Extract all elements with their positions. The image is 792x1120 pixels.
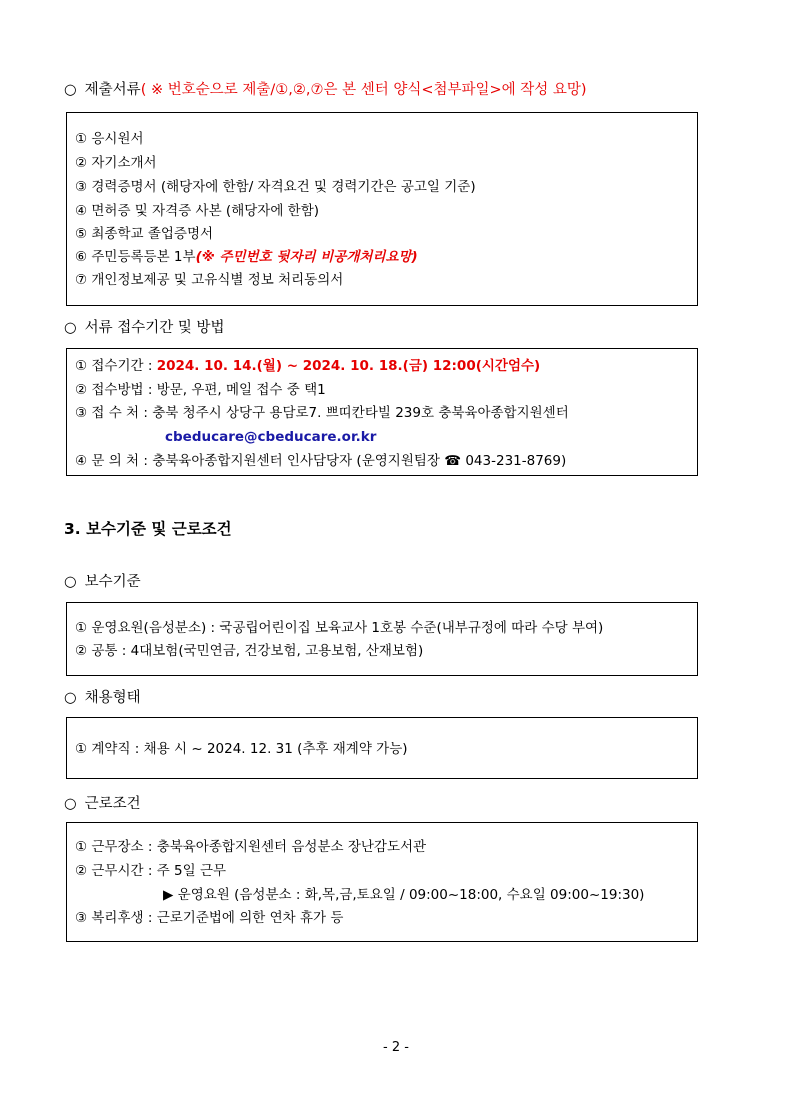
heading-title: 제출서류 (84, 82, 141, 98)
period-label: ① 접수기간 : (75, 358, 157, 374)
list-item: ① 계약직 : 채용 시 ~ 2024. 12. 31 (추후 재계약 가능) (75, 741, 408, 757)
list-item: ① 응시원서 (75, 131, 144, 147)
pay-standard-box (66, 602, 698, 676)
circle-bullet-icon: ○ (64, 690, 77, 706)
item-red-note: (※ 주민번호 뒷자리 비공개처리요망) (195, 249, 418, 265)
list-item (75, 356, 540, 376)
section-title-pay-and-conditions: 3. 보수기준 및 근로조건 (64, 520, 232, 538)
list-item: ③ 경력증명서 (해당자에 한함/ 자격요건 및 경력기간은 공고일 기준) (75, 179, 476, 195)
list-item: ④ 면허증 및 자격증 사본 (해당자에 한함) (75, 203, 319, 219)
list-item: ③ 접 수 처 : 충북 청주시 상당구 용담로7. 쁘띠칸타빌 239호 충북육아종합지원센터 (75, 405, 569, 421)
list-item: ② 자기소개서 (75, 155, 157, 171)
list-item: ① 근무장소 : 충북육아종합지원센터 음성분소 장난감도서관 (75, 839, 427, 855)
heading-working-conditions (64, 794, 141, 814)
list-item: ⑤ 최종학교 졸업증명서 (75, 226, 214, 242)
circle-bullet-icon: ○ (64, 320, 77, 336)
circle-bullet-icon: ○ (64, 82, 77, 98)
list-item: ④ 문 의 처 : 충북육아종합지원센터 인사담당자 (운영지원팀장 ☎ 043-231-8769) (75, 453, 567, 469)
application-period-box (66, 348, 698, 476)
list-item: ③ 복리후생 : 근로기준법에 의한 연차 휴가 등 (75, 910, 344, 926)
period-value: 2024. 10. 14.(월) ~ 2024. 10. 18.(금) 12:00(시간엄수) (156, 358, 541, 374)
email-link[interactable]: cbeducare@cbeducare.or.kr (165, 429, 377, 445)
heading-title: 서류 접수기간 및 방법 (84, 320, 225, 336)
heading-application-period (64, 318, 225, 338)
heading-note: ( ※ 번호순으로 제출/①,②,⑦은 본 센터 양식<첨부파일>에 작성 요망) (140, 82, 587, 98)
circle-bullet-icon: ○ (64, 574, 77, 590)
heading-pay-standard (64, 572, 141, 592)
heading-title: 근로조건 (84, 796, 141, 812)
heading-title: 채용형태 (84, 690, 141, 706)
list-item: ② 접수방법 : 방문, 우편, 메일 접수 중 택1 (75, 382, 326, 398)
list-item: ① 운영요원(음성분소) : 국공립어린이집 보육교사 1호봉 수준(내부규정에 따라 수당 부여) (75, 620, 604, 636)
heading-employment-type (64, 688, 141, 708)
item-text: ⑥ 주민등록등본 1부 (75, 249, 196, 265)
list-item: ② 근무시간 : 주 5일 근무 (75, 863, 227, 879)
working-conditions-box (66, 822, 698, 942)
list-item (75, 247, 418, 267)
heading-title: 보수기준 (84, 574, 141, 590)
heading-submission-documents (64, 80, 587, 100)
list-item: ▶ 운영요원 (음성분소 : 화,목,금,토요일 / 09:00~18:00, 수요일 09:00~19:30) (163, 887, 645, 903)
submission-documents-box (66, 112, 698, 306)
list-item: ② 공통 : 4대보험(국민연금, 건강보험, 고용보험, 산재보험) (75, 643, 424, 659)
page-number: - 2 - (383, 1040, 409, 1055)
list-item: ⑦ 개인정보제공 및 고유식별 정보 처리동의서 (75, 272, 344, 288)
employment-type-box (66, 717, 698, 779)
circle-bullet-icon: ○ (64, 796, 77, 812)
